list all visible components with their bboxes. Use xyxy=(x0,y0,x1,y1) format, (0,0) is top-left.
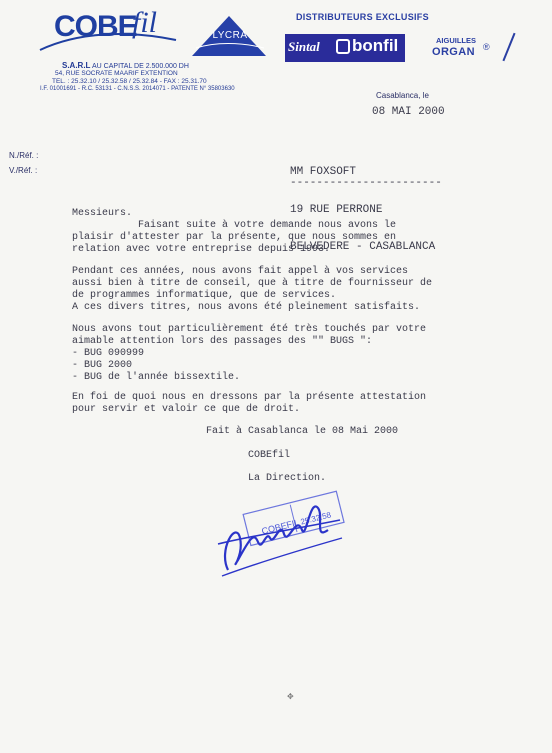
stamp-phone-text: 25.32.58 xyxy=(299,510,333,527)
company-sarl: S.A.R.L xyxy=(62,61,91,70)
body-line: A ces divers titres, nous avons été pleinement satisfaits. xyxy=(72,302,421,313)
body-line: aimable attention lors des passages des "" BUGS ": xyxy=(72,336,373,347)
logo-cobe: COBE xyxy=(54,10,137,43)
paragraph-2 xyxy=(72,266,432,314)
closing-direction: La Direction. xyxy=(248,473,327,484)
paragraph-1 xyxy=(72,220,396,256)
company-address: 54, RUE SOCRATE MAARIF EXTENTION xyxy=(55,70,178,77)
recipient-line: MM FOXSOFT xyxy=(290,166,357,178)
aiguilles-label: AIGUILLES xyxy=(436,36,477,45)
body-line: relation avec votre entreprise depuis 1993. xyxy=(72,244,331,255)
body-line: de programmes informatique, que de services. xyxy=(72,290,337,301)
logo-fil: fil xyxy=(132,6,158,39)
company-capital-text: AU CAPITAL DE 2.500.000 DH xyxy=(92,63,189,70)
letter-place: Casablanca, le xyxy=(376,91,429,100)
company-ids: I.F. 01001691 - R.C. 53131 - C.N.S.S. 2014071 - PATENTE N° 35803630 xyxy=(40,86,235,92)
bonfil-logo: bonfil xyxy=(352,36,399,55)
closing-place-date: Fait à Casablanca le 08 Mai 2000 xyxy=(206,426,399,437)
greeting: Messieurs. xyxy=(72,208,133,219)
closing-company: COBEfil xyxy=(248,450,291,461)
body-line: - BUG 2000 xyxy=(72,360,133,371)
sintal-logo: Sintal xyxy=(288,39,320,54)
lycra-logo-text: LYCRA xyxy=(212,30,248,41)
paragraph-4 xyxy=(72,392,426,416)
company-phone: TEL. : 25.32.10 / 25.32.58 / 25.32.84 - FAX : 25.31.70 xyxy=(52,78,207,85)
body-line: plaisir d'attester par la présente, que nous sommes en xyxy=(72,232,397,243)
organ-logo: ORGAN xyxy=(432,46,475,58)
body-line: Faisant suite à votre demande nous avons le xyxy=(72,220,397,231)
paragraph-3 xyxy=(72,324,426,384)
slash-mark-icon xyxy=(502,33,515,62)
company-capital xyxy=(62,61,189,70)
body-line: - BUG 090999 xyxy=(72,348,145,359)
signature-stamp-icon xyxy=(210,480,350,580)
registered-mark: ® xyxy=(483,42,490,52)
recipient-line: 19 RUE PERRONE xyxy=(290,203,383,216)
ref-yours: V./Réf. : xyxy=(9,166,38,175)
body-line: En foi de quoi nous en dressons par la présente attestation xyxy=(72,392,427,403)
distributors-label: DISTRIBUTEURS EXCLUSIFS xyxy=(296,12,429,22)
recipient-line: BELVEDERE - CASABLANCA xyxy=(290,241,436,253)
letter-date: 08 MAI 2000 xyxy=(372,106,445,118)
stamp-company-text: COBEFIL xyxy=(260,517,301,537)
page-mark-icon: ✥ xyxy=(287,692,294,701)
body-line: pour servir et valoir ce que de droit. xyxy=(72,404,301,415)
body-line: - BUG de l'année bissextile. xyxy=(72,372,241,383)
ref-ours: N./Réf. : xyxy=(9,151,39,160)
recipient-rule: ----------------------- xyxy=(290,177,442,189)
bonfil-box-icon xyxy=(336,39,350,54)
body-line: Nous avons tout particulièrement été très touchés par votre xyxy=(72,324,427,335)
body-line: Pendant ces années, nous avons fait appel à vos services xyxy=(72,266,409,277)
body-line: aussi bien à titre de conseil, que à titre de fournisseur de xyxy=(72,278,433,289)
